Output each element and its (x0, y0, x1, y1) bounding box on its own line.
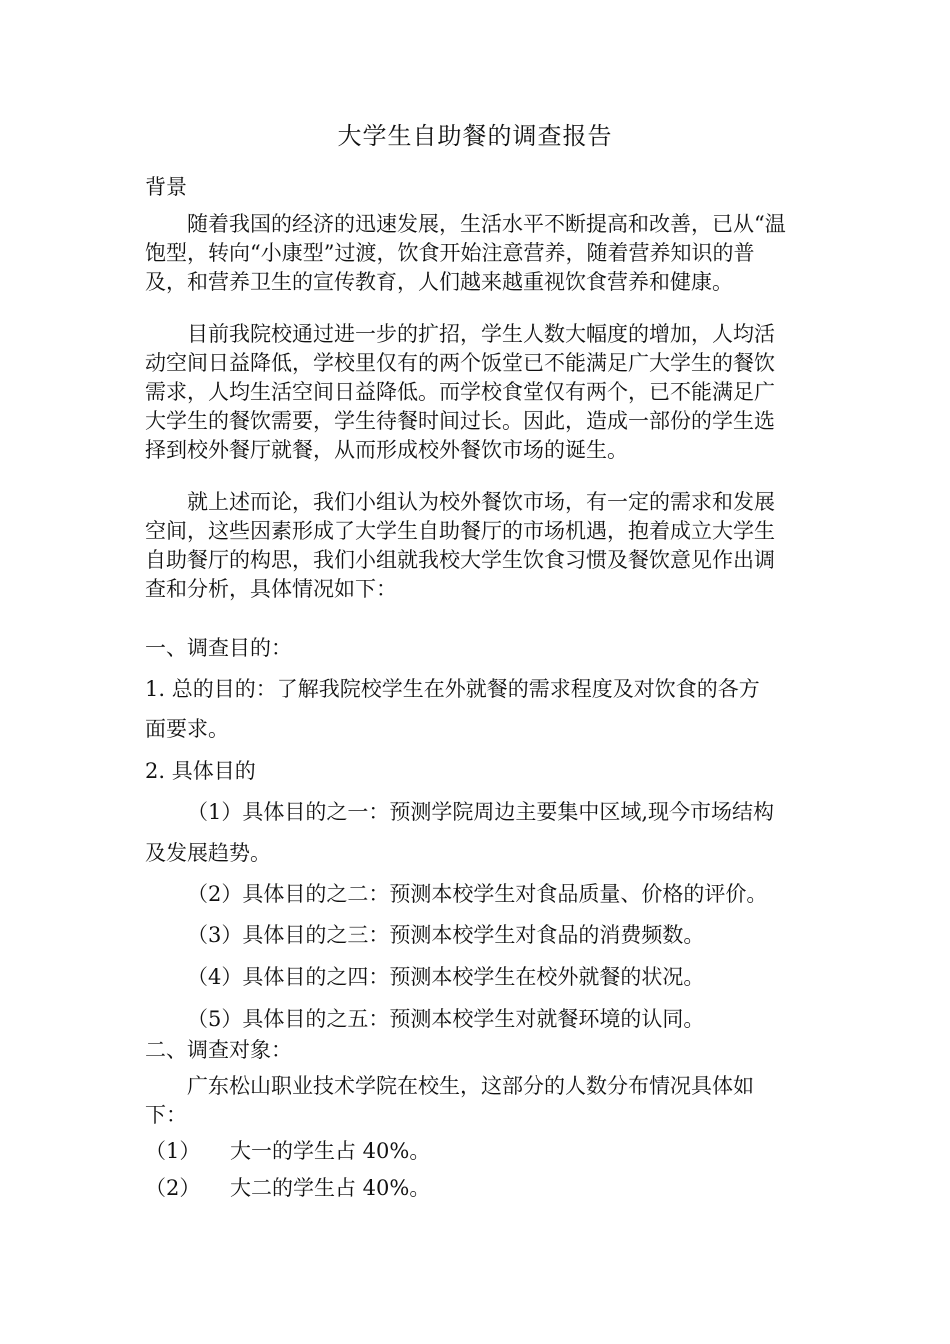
goal-item: （5）具体目的之五：预测本校学生对就餐环境的认同。 (187, 1007, 705, 1031)
goal-item: （3）具体目的之三：预测本校学生对食品的消费频数。 (187, 923, 705, 947)
paragraph-line: 查和分析，具体情况如下： (145, 577, 397, 601)
paragraph-line: 饱型，转向“小康型”过渡，饮食开始注意营养，随着营养知识的普 (145, 241, 755, 265)
paragraph-line: 择到校外餐厅就餐，从而形成校外餐饮市场的诞生。 (145, 438, 628, 462)
goal-line: 1. 总的目的：了解我院校学生在外就餐的需求程度及对饮食的各方 (145, 677, 760, 701)
list-item-number: （1） (145, 1139, 201, 1163)
goal-item: （2）具体目的之二：预测本校学生对食品质量、价格的评价。 (187, 882, 768, 906)
paragraph-line: 广东松山职业技术学院在校生，这部分的人数分布情况具体如 (187, 1074, 754, 1098)
paragraph-line: 目前我院校通过进一步的扩招，学生人数大幅度的增加，人均活 (187, 322, 775, 346)
paragraph-line: 随着我国的经济的迅速发展，生活水平不断提高和改善，已从“温 (187, 212, 786, 236)
paragraph-line: 动空间日益降低，学校里仅有的两个饭堂已不能满足广大学生的餐饮 (145, 351, 775, 375)
document-title: 大学生自助餐的调查报告 (337, 122, 613, 150)
goal-item: （1）具体目的之一：预测学院周边主要集中区域,现今市场结构 (187, 800, 775, 824)
background-heading: 背景 (145, 175, 187, 199)
list-item-text: 大二的学生占 40%。 (230, 1176, 431, 1200)
list-item-text: 大一的学生占 40%。 (230, 1139, 431, 1163)
paragraph-line: 及，和营养卫生的宣传教育，人们越来越重视饮食营养和健康。 (145, 270, 733, 294)
section-heading: 二、调查对象： (145, 1038, 292, 1062)
goal-item: 及发展趋势。 (145, 841, 271, 865)
section-heading: 一、调查目的： (145, 636, 292, 660)
paragraph-line: 自助餐厅的构思，我们小组就我校大学生饮食习惯及餐饮意见作出调 (145, 548, 775, 572)
goal-item: （4）具体目的之四：预测本校学生在校外就餐的状况。 (187, 965, 705, 989)
goal-line: 面要求。 (145, 717, 229, 741)
paragraph-line: 需求，人均生活空间日益降低。而学校食堂仅有两个，已不能满足广 (145, 380, 775, 404)
paragraph-line: 下： (145, 1103, 187, 1127)
paragraph-line: 就上述而论，我们小组认为校外餐饮市场，有一定的需求和发展 (187, 490, 775, 514)
list-item-number: （2） (145, 1176, 201, 1200)
goal-subheading: 2. 具体目的 (145, 759, 256, 783)
paragraph-line: 大学生的餐饮需要，学生待餐时间过长。因此，造成一部份的学生选 (145, 409, 775, 433)
paragraph-line: 空间，这些因素形成了大学生自助餐厅的市场机遇，抱着成立大学生 (145, 519, 775, 543)
